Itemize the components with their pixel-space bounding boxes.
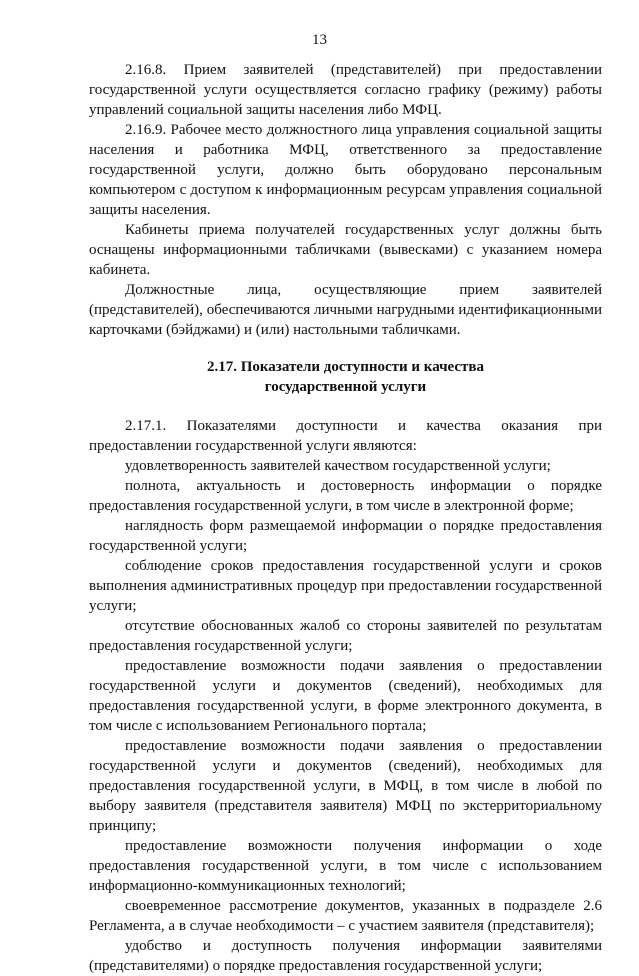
section-heading-line-1: 2.17. Показатели доступности и качества bbox=[206, 359, 485, 375]
paragraph-2-17-1: 2.17.1. Показателями доступности и качества оказания при предоставлении государственной услуги являются: bbox=[89, 418, 602, 454]
section-heading-line-2: государственной услуги bbox=[264, 379, 427, 395]
paragraph-officials: Должностные лица, осуществляющие прием заявителей (представителей), обеспечиваются личными нагрудными идентификационными карточками (бэйджами) и (или) настольными табличками. bbox=[89, 282, 602, 338]
paragraph-2-16-9: 2.16.9. Рабочее место должностного лица управления социальной защиты населения и работника МФЦ, ответственного за предоставление государственной услуги, должно быть оборудовано персональным компьютером с доступом к информационным ресурсам управления социальной защиты населения. bbox=[89, 122, 602, 218]
list-item-info-convenience: удобство и доступность получения информации заявителями (представителями) о порядке предоставления государственной услуги; bbox=[89, 938, 602, 974]
section-heading bbox=[89, 357, 602, 397]
list-item-electronic-submission: предоставление возможности подачи заявления о предоставлении государственной услуги и документов (сведений), необходимых для предоставления государственной услуги, в форме электронного документа, в том числе с использованием Регионального портала; bbox=[89, 658, 602, 734]
page-number: 13 bbox=[312, 32, 327, 48]
document-body bbox=[89, 60, 602, 976]
paragraph-2-16-8: 2.16.8. Прием заявителей (представителей) при предоставлении государственной услуги осуществляется согласно графику (режиму) работы управлений социальной защиты населения либо МФЦ. bbox=[89, 62, 602, 118]
list-item-progress-info: предоставление возможности получения информации о ходе предоставления государственной услуги, в том числе с использованием информационно-коммуникационных технологий; bbox=[89, 838, 602, 894]
paragraph-cabinets: Кабинеты приема получателей государственных услуг должны быть оснащены информационными табличками (вывесками) с указанием номера кабинета. bbox=[89, 222, 602, 278]
list-item-timely-review: своевременное рассмотрение документов, указанных в подразделе 2.6 Регламента, а в случае необходимости – с участием заявителя (представителя); bbox=[89, 898, 602, 934]
list-item-deadlines: соблюдение сроков предоставления государственной услуги и сроков выполнения административных процедур при предоставлении государственной услуги; bbox=[89, 558, 602, 614]
list-item-visibility: наглядность форм размещаемой информации о порядке предоставления государственной услуги; bbox=[89, 518, 602, 554]
list-item-completeness: полнота, актуальность и достоверность информации о порядке предоставления государственной услуги, в том числе в электронной форме; bbox=[89, 478, 602, 514]
list-item-no-complaints: отсутствие обоснованных жалоб со стороны заявителей по результатам предоставления государственной услуги; bbox=[89, 618, 602, 654]
list-item-satisfaction: удовлетворенность заявителей качеством государственной услуги; bbox=[125, 458, 551, 474]
list-item-mfc-submission: предоставление возможности подачи заявления о предоставлении государственной услуги и документов (сведений), необходимых для предоставления государственной услуги, в МФЦ, в том числе в любой по выбору заявителя (представителя заявителя) МФЦ по экстерриториальному принципу; bbox=[89, 738, 602, 834]
